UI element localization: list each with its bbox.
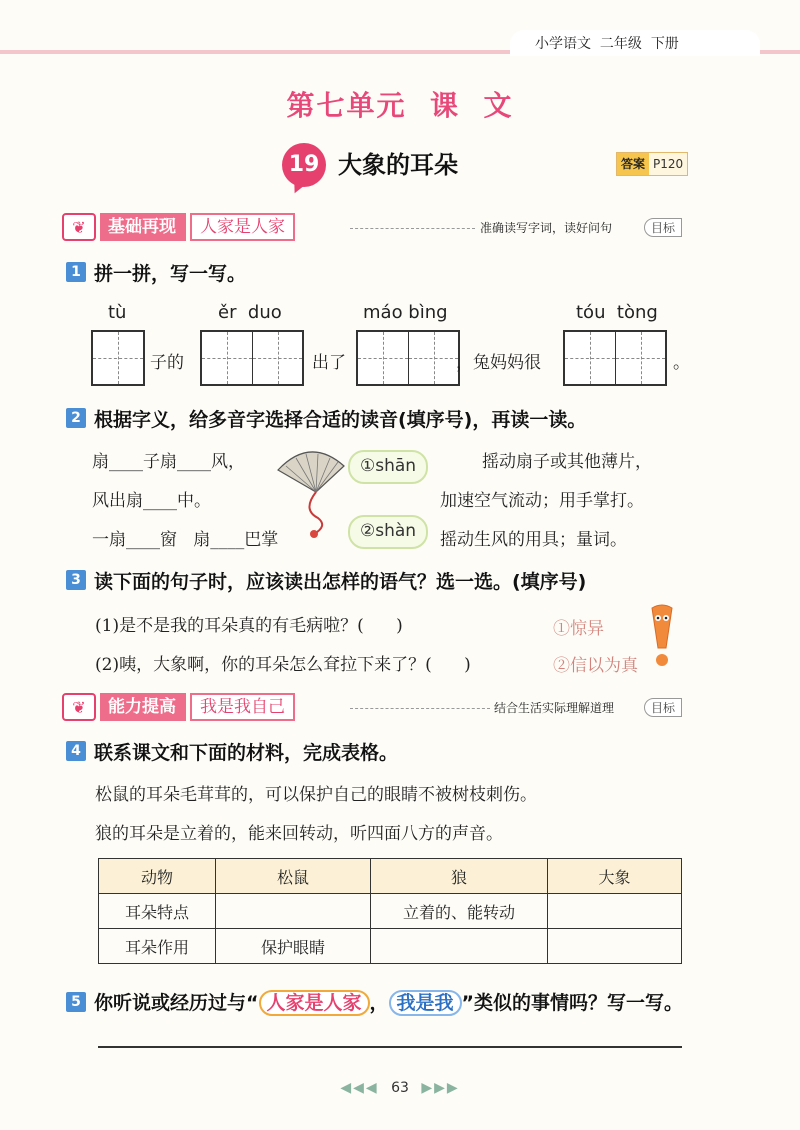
pinyin-label: ěr duo: [218, 302, 282, 323]
question-text: 根据字义，给多音字选择合适的读音(填序号)，再读一读。: [94, 409, 587, 431]
answer-reference: [616, 152, 688, 176]
question-number: 4: [66, 741, 86, 761]
writing-cell[interactable]: [565, 332, 615, 384]
book-name: 小学语文: [535, 36, 591, 52]
pinyin-label: máo bìng: [363, 302, 448, 323]
meaning-text: 摇动生风的用具；量词。: [440, 530, 627, 550]
meaning-text: 加速空气流动；用手掌打。: [440, 491, 644, 511]
writing-cell[interactable]: [93, 332, 143, 384]
section-title: 基础再现: [100, 213, 186, 241]
material-text: 松鼠的耳朵毛茸茸的，可以保护自己的眼睛不被树枝刺伤。: [95, 785, 537, 805]
phrase-pill-orange: 人家是人家: [259, 990, 370, 1016]
grade: 二年级: [599, 36, 642, 52]
writing-cell[interactable]: [408, 332, 458, 384]
table-cell-input[interactable]: [548, 894, 682, 929]
fill-line[interactable]: 扇____子扇____风，: [92, 452, 245, 472]
left-arrows-icon: ◀◀◀: [340, 1080, 379, 1096]
writing-boxes-erduo[interactable]: [200, 330, 304, 386]
exclamation-icon: [644, 600, 680, 670]
writing-cell[interactable]: [358, 332, 408, 384]
sentence-item[interactable]: (1)是不是我的耳朵真的有毛病啦？( ): [95, 616, 403, 636]
question-text: 拼一拼，写一写。: [94, 263, 247, 285]
goal-tag: 目标: [644, 698, 682, 717]
book-icon: ❦: [62, 213, 96, 241]
section-goal: 准确读写字词，读好问句: [480, 221, 613, 235]
reading-option-1: ①shān: [348, 450, 428, 484]
q5-text-mid: ，: [369, 992, 389, 1014]
pinyin-label: tù: [108, 302, 127, 323]
sentence-fragment: 出了: [312, 353, 346, 373]
section-banner-advanced: [62, 693, 295, 721]
material-text: 狼的耳朵是立着的，能来回转动，听四面八方的声音。: [95, 824, 503, 844]
dashed-divider: [350, 228, 475, 229]
writing-cell[interactable]: [252, 332, 302, 384]
q5-text-before: 你听说或经历过与“: [94, 992, 259, 1014]
table-cell: 立着的、能转动: [371, 894, 548, 929]
table-header-row: [99, 859, 682, 894]
unit-title: 第七单元 课 文: [286, 89, 514, 122]
table-header-cell: 大象: [548, 859, 682, 894]
lesson-title: 大象的耳朵: [338, 151, 458, 179]
writing-boxes-maobing[interactable]: [356, 330, 460, 386]
meaning-text: 摇动扇子或其他薄片，: [482, 452, 652, 472]
answer-label: 答案: [617, 153, 649, 175]
writing-cell[interactable]: [615, 332, 665, 384]
sentence-fragment: ，兔妈妈很: [456, 353, 541, 373]
goal-tag: 目标: [644, 218, 682, 237]
page-footer: [0, 1080, 800, 1096]
tone-option-2: ②信以为真: [553, 656, 638, 676]
ear-comparison-table: [98, 858, 682, 964]
table-cell-input[interactable]: [548, 929, 682, 964]
table-cell-input[interactable]: [371, 929, 548, 964]
answer-page: P120: [653, 157, 684, 171]
writing-cell[interactable]: [202, 332, 252, 384]
question-number: 5: [66, 992, 86, 1012]
section-goal: 结合生活实际理解道理: [494, 701, 615, 715]
table-row: [99, 929, 682, 964]
pinyin-label: tóu tòng: [576, 302, 658, 323]
reading-option-2: ②shàn: [348, 515, 428, 549]
sentence-item[interactable]: (2)咦，大象啊，你的耳朵怎么耷拉下来了？( ): [95, 655, 471, 675]
table-header-cell: 松鼠: [216, 859, 371, 894]
writing-boxes-tu[interactable]: [91, 330, 145, 386]
lesson-number-badge: 19: [282, 143, 326, 187]
row-label: 耳朵特点: [99, 894, 216, 929]
question-number: 2: [66, 408, 86, 428]
question-text: 联系课文和下面的材料，完成表格。: [94, 742, 399, 764]
book-icon: ❦: [62, 693, 96, 721]
fill-line[interactable]: 一扇____窗 扇____巴掌: [92, 530, 279, 550]
row-label: 耳朵作用: [99, 929, 216, 964]
table-cell-input[interactable]: [216, 894, 371, 929]
q5-text-after: ”类似的事情吗？写一写。: [461, 992, 684, 1014]
answer-writing-line[interactable]: [98, 1046, 682, 1048]
term: 下册: [650, 36, 679, 52]
table-header-cell: 狼: [371, 859, 548, 894]
question-number: 1: [66, 262, 86, 282]
table-cell: 保护眼睛: [216, 929, 371, 964]
book-header: [535, 33, 679, 53]
table-row: [99, 894, 682, 929]
sentence-fragment: 。: [673, 353, 690, 373]
tone-option-1: ①惊异: [553, 619, 604, 639]
section-subtitle: 我是我自己: [190, 693, 295, 721]
section-title: 能力提高: [100, 693, 186, 721]
fill-line[interactable]: 风出扇____中。: [92, 491, 211, 511]
section-banner-basic: [62, 213, 295, 241]
section-subtitle: 人家是人家: [190, 213, 295, 241]
page-number: 63: [391, 1080, 409, 1096]
sentence-fragment: 子的: [150, 353, 184, 373]
question-text: 读下面的句子时，应该读出怎样的语气？选一选。(填序号): [94, 571, 587, 593]
writing-boxes-toutong[interactable]: [563, 330, 667, 386]
right-arrows-icon: ▶▶▶: [421, 1080, 460, 1096]
table-header-cell: 动物: [99, 859, 216, 894]
phrase-pill-blue: 我是我: [389, 990, 462, 1016]
fan-illustration: [272, 440, 350, 540]
question-text: [94, 988, 683, 1015]
dashed-divider: [350, 708, 490, 709]
question-number: 3: [66, 570, 86, 590]
